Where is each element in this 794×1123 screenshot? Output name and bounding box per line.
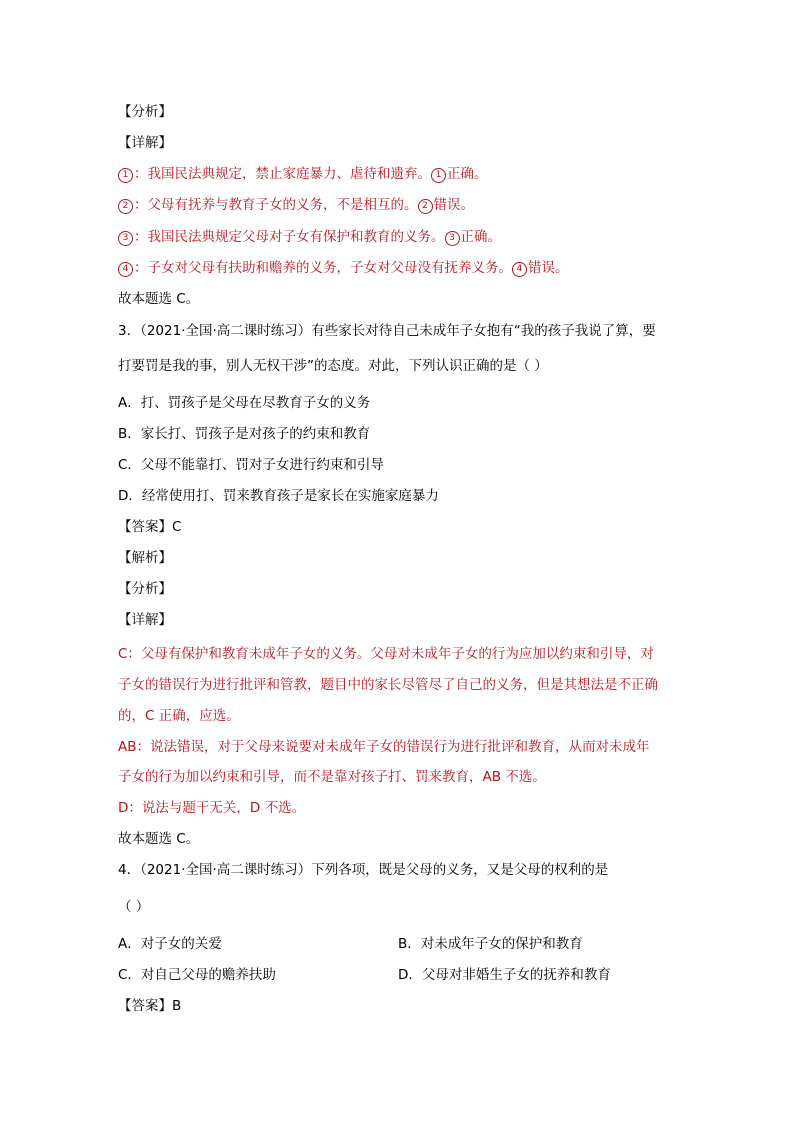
question-3-resolution-heading: 【解析】 [118,550,172,566]
explanation-text: ：子女对父母有扶助和赡养的义务，子女对父母没有抚养义务。 [134,260,512,276]
question-3-c-explanation-line-1: C：父母有保护和教育未成年子女的义务。父母对未成年子女的行为应加以约束和引导，对 [118,646,654,662]
explanation-verdict: 正确。 [447,166,488,182]
conclusion: 故本题选 C。 [118,291,200,307]
explanation-line-3 [118,228,501,246]
question-3-stem-line-1: 3．（2021·全国·高二课时练习）有些家长对待自己未成年子女抱有“我的孩子我说了算，要 [118,323,656,339]
explanation-verdict: 错误。 [528,260,569,276]
analysis-heading: 【分析】 [118,104,172,120]
question-3-option-d: D．经常使用打、罚来教育孩子是家长在实施家庭暴力 [118,488,439,504]
question-3-option-b: B．家长打、罚孩子是对孩子的约束和教育 [118,426,371,442]
explanation-line-1 [118,165,488,183]
circled-number: 4 [118,262,133,277]
circled-number: 4 [512,262,527,277]
question-3-answer: 【答案】C [118,519,182,535]
explanation-text: ：我国民法典规定父母对子女有保护和教育的义务。 [134,229,445,245]
question-3-ab-explanation-line-2: 子女的行为加以约束和引导，而不是靠对孩子打、罚来教育，AB 不选。 [118,769,546,785]
question-3-stem-line-2: 打要罚是我的事，别人无权干涉”的态度。对此，下列认识正确的是（ ） [118,358,548,374]
question-3-c-explanation-line-3: 的，C 正确，应选。 [118,708,240,724]
question-3-d-explanation: D：说法与题干无关，D 不选。 [118,800,306,816]
question-3-c-explanation-line-2: 子女的错误行为进行批评和管教，题目中的家长尽管尽了自己的义务，但是其想法是不正确 [118,677,658,693]
explanation-text: ：父母有抚养与教育子女的义务，不是相互的。 [134,197,418,213]
question-3-conclusion: 故本题选 C。 [118,831,200,847]
circled-number: 2 [418,199,433,214]
detail-heading: 【详解】 [118,135,172,151]
circled-number: 1 [431,168,446,183]
question-3-option-c: C．父母不能靠打、罚对子女进行约束和引导 [118,457,384,473]
explanation-line-4 [118,259,569,277]
circled-number: 1 [118,168,133,183]
question-4-stem-line-1: 4．（2021·全国·高二课时练习）下列各项，既是父母的义务，又是父母的权利的是 [118,862,609,878]
circled-number: 2 [118,199,133,214]
question-3-option-a: A．打、罚孩子是父母在尽教育子女的义务 [118,395,371,411]
explanation-line-2 [118,196,474,214]
explanation-verdict: 错误。 [433,197,474,213]
question-3-ab-explanation-line-1: AB：说法错误，对于父母来说要对未成年子女的错误行为进行批评和教育，从而对未成年 [118,739,650,755]
explanation-verdict: 正确。 [460,229,501,245]
question-4-stem-line-2: （ ） [118,899,150,915]
question-4-option-c: C．对自己父母的赡养扶助 [118,967,276,983]
question-4-option-d: D．父母对非婚生子女的抚养和教育 [398,967,611,983]
question-4-option-b: B．对未成年子女的保护和教育 [398,936,583,952]
circled-number: 3 [118,231,133,246]
question-4-option-a: A．对子女的关爱 [118,936,222,952]
question-4-answer: 【答案】B [118,998,182,1014]
explanation-text: ：我国民法典规定，禁止家庭暴力、虐待和遗弃。 [134,166,431,182]
question-3-detail-heading: 【详解】 [118,612,172,628]
question-3-analysis-heading: 【分析】 [118,581,172,597]
circled-number: 3 [445,231,460,246]
